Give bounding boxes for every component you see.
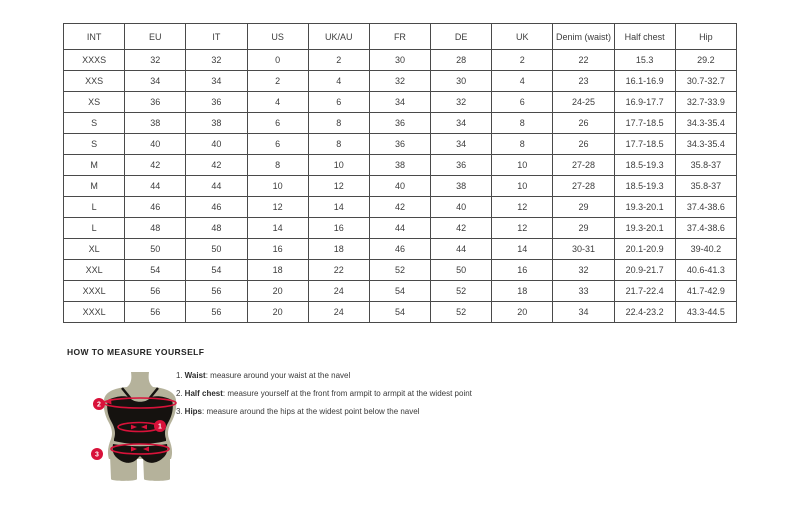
table-cell: XXL <box>64 260 125 281</box>
table-cell: 29.2 <box>675 50 736 71</box>
measure-steps <box>176 367 472 421</box>
table-cell: 16.9-17.7 <box>614 92 675 113</box>
table-cell: 20 <box>247 302 308 323</box>
measure-step-hips <box>176 403 472 421</box>
table-cell: 12 <box>247 197 308 218</box>
size-table-head <box>64 24 737 50</box>
table-cell: 46 <box>125 197 186 218</box>
table-cell: 27-28 <box>553 155 614 176</box>
table-cell: 54 <box>186 260 247 281</box>
table-cell: 44 <box>186 176 247 197</box>
table-cell: 38 <box>186 113 247 134</box>
table-cell: XXXS <box>64 50 125 71</box>
step-number: 3. <box>176 407 183 416</box>
table-cell: 39-40.2 <box>675 239 736 260</box>
table-cell: 44 <box>431 239 492 260</box>
table-cell: 40 <box>125 134 186 155</box>
table-row <box>64 197 737 218</box>
table-row <box>64 218 737 239</box>
table-cell: 54 <box>125 260 186 281</box>
table-cell: 42 <box>369 197 430 218</box>
table-cell: 32 <box>369 71 430 92</box>
measure-step-half-chest <box>176 385 472 403</box>
table-cell: 14 <box>308 197 369 218</box>
step-number: 2. <box>176 389 183 398</box>
table-cell: 52 <box>431 302 492 323</box>
table-cell: 6 <box>247 134 308 155</box>
column-header: IT <box>186 24 247 50</box>
table-cell: 29 <box>553 197 614 218</box>
table-cell: 34 <box>431 113 492 134</box>
table-cell: 26 <box>553 113 614 134</box>
badge-hips-number: 3 <box>95 451 99 459</box>
measure-section-heading: HOW TO MEASURE YOURSELF <box>67 347 205 357</box>
table-cell: 48 <box>186 218 247 239</box>
table-cell: 34 <box>553 302 614 323</box>
camisole-top <box>107 396 173 444</box>
table-row <box>64 302 737 323</box>
table-cell: 8 <box>308 134 369 155</box>
table-cell: 22 <box>308 260 369 281</box>
table-cell: 18 <box>247 260 308 281</box>
table-cell: 2 <box>308 50 369 71</box>
table-cell: 0 <box>247 50 308 71</box>
table-cell: 16.1-16.9 <box>614 71 675 92</box>
table-cell: XXXL <box>64 302 125 323</box>
table-cell: 32 <box>553 260 614 281</box>
table-cell: 36 <box>369 113 430 134</box>
table-cell: 2 <box>492 50 553 71</box>
table-cell: 10 <box>308 155 369 176</box>
table-cell: 42 <box>125 155 186 176</box>
table-cell: 32 <box>186 50 247 71</box>
table-cell: 43.3-44.5 <box>675 302 736 323</box>
table-cell: 19.3-20.1 <box>614 197 675 218</box>
table-cell: 30.7-32.7 <box>675 71 736 92</box>
table-cell: 42 <box>186 155 247 176</box>
table-cell: 35.8-37 <box>675 176 736 197</box>
table-cell: 50 <box>125 239 186 260</box>
table-cell: 44 <box>125 176 186 197</box>
table-cell: 34.3-35.4 <box>675 113 736 134</box>
table-cell: 32 <box>431 92 492 113</box>
table-cell: 50 <box>186 239 247 260</box>
table-cell: 22.4-23.2 <box>614 302 675 323</box>
table-row <box>64 281 737 302</box>
table-cell: 18 <box>308 239 369 260</box>
step-text: : measure yourself at the front from armpit to armpit at the widest point <box>222 389 472 398</box>
table-cell: 19.3-20.1 <box>614 218 675 239</box>
column-header: FR <box>369 24 430 50</box>
table-cell: 8 <box>492 134 553 155</box>
step-label: Half chest <box>184 389 223 398</box>
table-cell: 44 <box>369 218 430 239</box>
table-cell: 4 <box>247 92 308 113</box>
step-label: Hips <box>184 407 203 416</box>
table-cell: L <box>64 218 125 239</box>
table-cell: 34 <box>369 92 430 113</box>
table-cell: 10 <box>247 176 308 197</box>
table-cell: 24 <box>308 281 369 302</box>
table-cell: 34 <box>186 71 247 92</box>
size-table <box>63 23 737 323</box>
table-cell: 17.7-18.5 <box>614 113 675 134</box>
table-cell: 37.4-38.6 <box>675 197 736 218</box>
badge-half-chest-number: 2 <box>97 401 101 409</box>
table-cell: 30 <box>369 50 430 71</box>
size-table-header-row <box>64 24 737 50</box>
table-cell: 30-31 <box>553 239 614 260</box>
table-cell: S <box>64 134 125 155</box>
table-cell: 6 <box>308 92 369 113</box>
table-cell: 56 <box>186 302 247 323</box>
table-cell: 18.5-19.3 <box>614 176 675 197</box>
table-cell: 56 <box>125 302 186 323</box>
column-header: Denim (waist) <box>553 24 614 50</box>
table-cell: 38 <box>431 176 492 197</box>
table-cell: 36 <box>125 92 186 113</box>
table-cell: M <box>64 176 125 197</box>
column-header: US <box>247 24 308 50</box>
table-row <box>64 260 737 281</box>
step-text: : measure around your waist at the navel <box>205 371 351 380</box>
table-cell: XL <box>64 239 125 260</box>
table-cell: 16 <box>492 260 553 281</box>
table-row <box>64 176 737 197</box>
column-header: UK/AU <box>308 24 369 50</box>
badge-waist-number: 1 <box>158 423 162 431</box>
table-cell: 48 <box>125 218 186 239</box>
table-cell: 24 <box>308 302 369 323</box>
table-cell: 12 <box>492 197 553 218</box>
table-cell: 20.1-20.9 <box>614 239 675 260</box>
table-cell: 20 <box>247 281 308 302</box>
table-cell: 18.5-19.3 <box>614 155 675 176</box>
table-cell: 23 <box>553 71 614 92</box>
column-header: INT <box>64 24 125 50</box>
table-cell: 36 <box>431 155 492 176</box>
table-cell: 56 <box>186 281 247 302</box>
table-cell: 54 <box>369 281 430 302</box>
size-chart <box>63 23 737 323</box>
table-cell: 8 <box>247 155 308 176</box>
table-cell: 41.7-42.9 <box>675 281 736 302</box>
table-cell: 34.3-35.4 <box>675 134 736 155</box>
table-cell: 10 <box>492 176 553 197</box>
table-row <box>64 239 737 260</box>
table-cell: 46 <box>186 197 247 218</box>
table-cell: S <box>64 113 125 134</box>
table-cell: 40 <box>186 134 247 155</box>
table-cell: XXXL <box>64 281 125 302</box>
table-cell: 21.7-22.4 <box>614 281 675 302</box>
table-cell: 14 <box>492 239 553 260</box>
table-cell: 46 <box>369 239 430 260</box>
table-cell: 54 <box>369 302 430 323</box>
table-cell: 6 <box>247 113 308 134</box>
table-cell: 26 <box>553 134 614 155</box>
table-cell: 56 <box>125 281 186 302</box>
column-header: DE <box>431 24 492 50</box>
table-cell: 17.7-18.5 <box>614 134 675 155</box>
table-cell: 20.9-21.7 <box>614 260 675 281</box>
table-cell: 22 <box>553 50 614 71</box>
table-cell: 52 <box>369 260 430 281</box>
table-cell: 38 <box>125 113 186 134</box>
table-cell: 33 <box>553 281 614 302</box>
step-number: 1. <box>176 371 183 380</box>
column-header: Half chest <box>614 24 675 50</box>
table-cell: 6 <box>492 92 553 113</box>
table-cell: 40 <box>369 176 430 197</box>
table-row <box>64 92 737 113</box>
table-cell: 52 <box>431 281 492 302</box>
table-cell: 4 <box>308 71 369 92</box>
table-row <box>64 134 737 155</box>
table-cell: 28 <box>431 50 492 71</box>
table-cell: 34 <box>431 134 492 155</box>
table-cell: 36 <box>186 92 247 113</box>
table-cell: 30 <box>431 71 492 92</box>
table-cell: 38 <box>369 155 430 176</box>
table-cell: 29 <box>553 218 614 239</box>
table-cell: 42 <box>431 218 492 239</box>
table-cell: 37.4-38.6 <box>675 218 736 239</box>
table-row <box>64 113 737 134</box>
table-cell: L <box>64 197 125 218</box>
table-cell: 8 <box>492 113 553 134</box>
table-cell: 4 <box>492 71 553 92</box>
size-table-body <box>64 50 737 323</box>
table-cell: 34 <box>125 71 186 92</box>
table-row <box>64 155 737 176</box>
table-cell: 18 <box>492 281 553 302</box>
measure-step-waist <box>176 367 472 385</box>
table-cell: 8 <box>308 113 369 134</box>
table-cell: M <box>64 155 125 176</box>
table-cell: 12 <box>492 218 553 239</box>
table-cell: 35.8-37 <box>675 155 736 176</box>
table-cell: 2 <box>247 71 308 92</box>
table-cell: 40 <box>431 197 492 218</box>
table-row <box>64 50 737 71</box>
mannequin-neck <box>127 372 153 387</box>
table-cell: 32 <box>125 50 186 71</box>
table-cell: XS <box>64 92 125 113</box>
table-cell: 12 <box>308 176 369 197</box>
column-header: EU <box>125 24 186 50</box>
table-cell: 27-28 <box>553 176 614 197</box>
table-cell: 50 <box>431 260 492 281</box>
column-header: Hip <box>675 24 736 50</box>
step-text: : measure around the hips at the widest point below the navel <box>202 407 420 416</box>
table-cell: 16 <box>308 218 369 239</box>
table-cell: 24-25 <box>553 92 614 113</box>
table-cell: 15.3 <box>614 50 675 71</box>
table-cell: 20 <box>492 302 553 323</box>
table-row <box>64 71 737 92</box>
table-cell: 40.6-41.3 <box>675 260 736 281</box>
table-cell: 36 <box>369 134 430 155</box>
column-header: UK <box>492 24 553 50</box>
table-cell: 32.7-33.9 <box>675 92 736 113</box>
table-cell: XXS <box>64 71 125 92</box>
table-cell: 14 <box>247 218 308 239</box>
table-cell: 16 <box>247 239 308 260</box>
step-label: Waist <box>184 371 206 380</box>
table-cell: 10 <box>492 155 553 176</box>
